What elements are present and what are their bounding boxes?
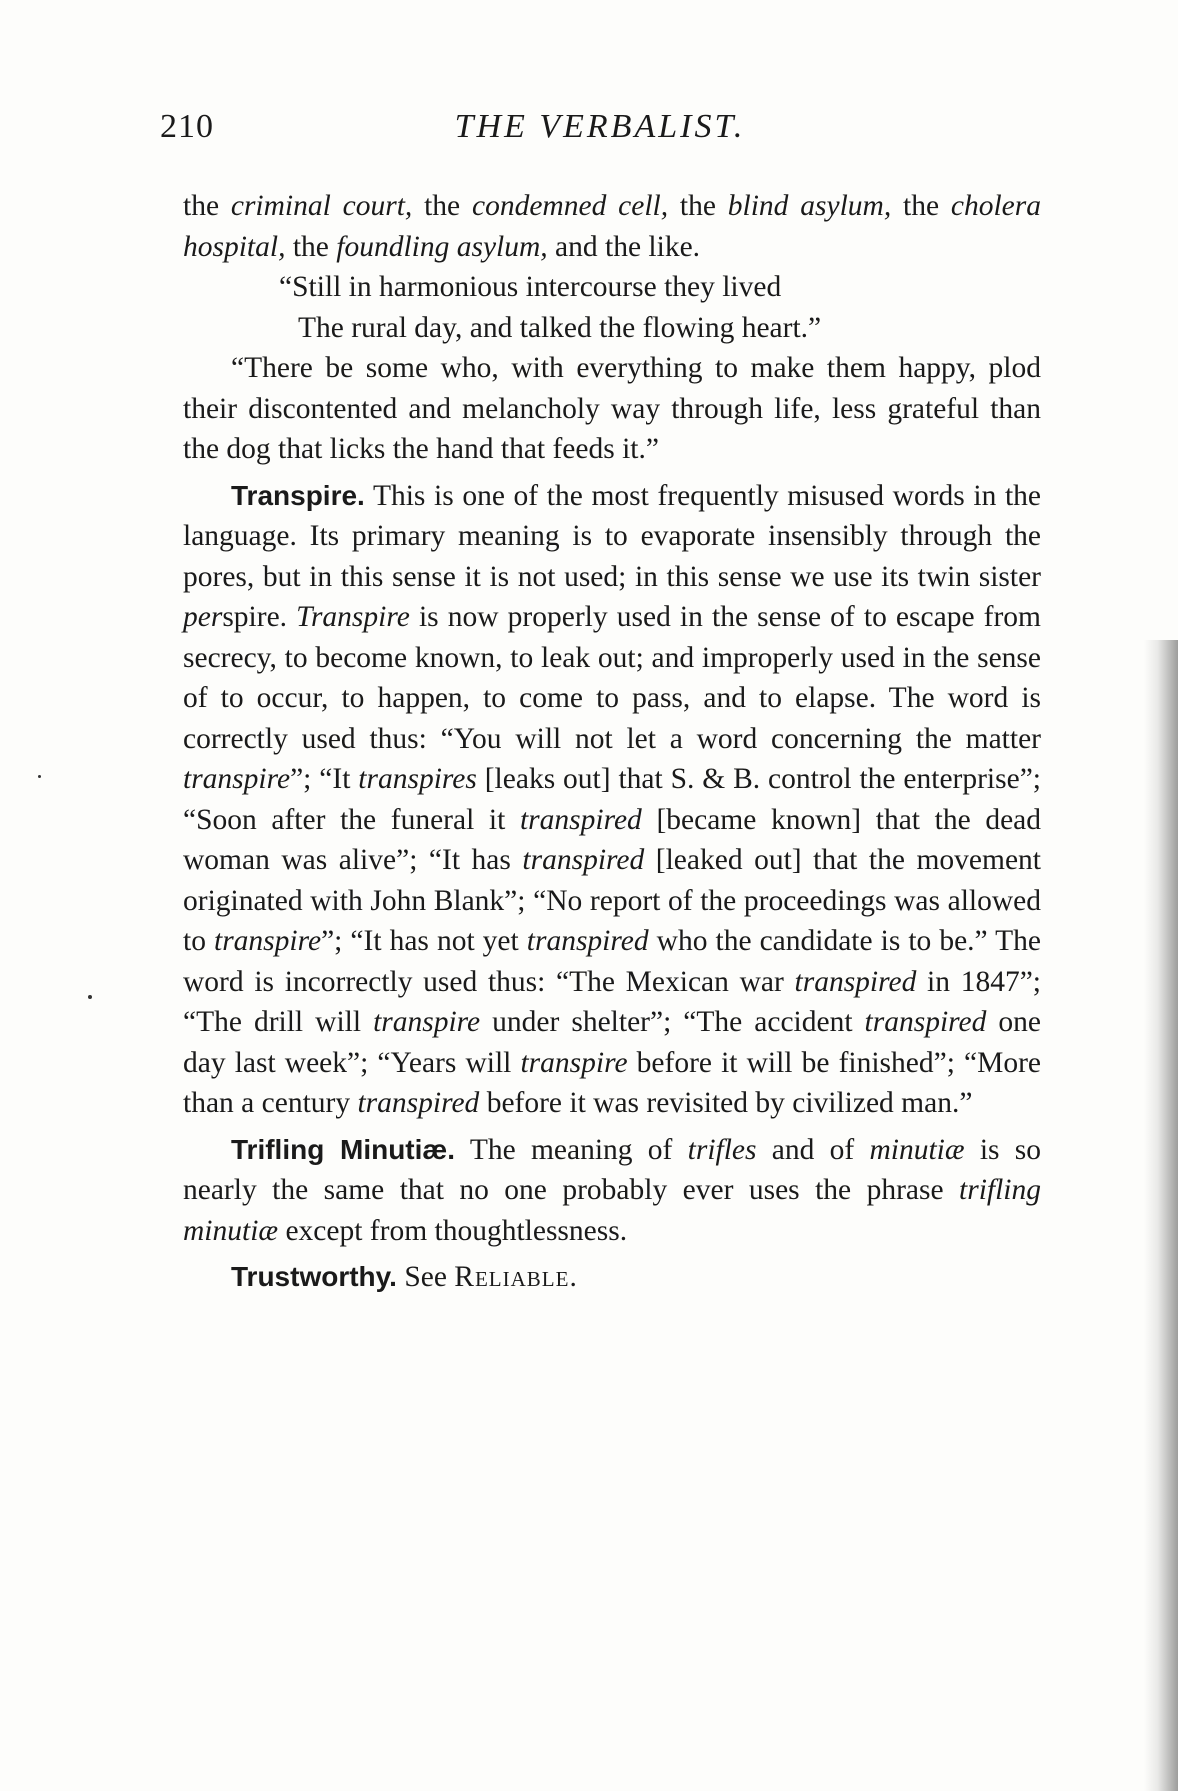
entry-transpire: Transpire. This is one of the most frequently misused words in the language. Its primary meaning is to evaporate insensibly through the pores, but in this sense it is not used; in this sense we use its twin sister perspire. Transpire is now properly used in the sense of to escape from secrecy, to become known, to leak out; and improperly used in the sense of to occur, to happen, to come to pass, and to elapse. The word is correctly used thus: “You will not let a word concerning the matter transpire”; “It transpires [leaks out] that S. & B. control the enterprise”; “Soon after the funeral it transpired [became known] that the dead woman was alive”; “It has transpired [leaked out] that the movement originated with John Blank”; “No report of the proceedings was allowed to transpire”; “It has not yet transpired who the candidate is to be.” The word is incorrectly used thus: “The Mexican war transpired in 1847”; “The drill will transpire under shelter”; “The accident transpired one day last week”; “Years will transpire before it will be finished”; “More than a century transpired before it was revisited by civilized man.” [183,479,1042,1119]
body-text [183,186,1041,1298]
page-number: 210 [160,108,214,145]
entry-term: Trustworthy. [231,1261,397,1292]
ink-speck [88,995,92,999]
verse-line: “Still in harmonious intercourse they lived [279,271,782,303]
running-title: THE VERBALIST. [454,108,746,145]
page-edge-shadow [1144,640,1178,1791]
entry-trifling-minutiae: Trifling Minutiæ. The meaning of trifles and of minutiæ is so nearly the same that no one probably ever uses the phrase trifling minutiæ except from thoughtlessness. [183,1133,1042,1247]
ink-speck [38,775,41,778]
quote-paragraph: “There be some who, with everything to make them happy, plod their discontented and melancholy way through life, less grateful than the dog that licks the hand that feeds it.” [183,352,1041,465]
entry-trustworthy: Trustworthy. See Reliable. [231,1261,577,1293]
entry-term: Trifling Minutiæ. [231,1133,456,1165]
verse-line: The rural day, and talked the flowing heart.” [298,311,822,344]
verse-quote [183,267,1041,348]
page-header [160,108,1040,154]
intro-paragraph: the criminal court, the condemned cell, the blind asylum, the cholera hospital, the foundling asylum, and the like. [183,190,1042,263]
entry-term: Transpire. [231,479,365,511]
cross-reference: Reliable [454,1261,570,1293]
